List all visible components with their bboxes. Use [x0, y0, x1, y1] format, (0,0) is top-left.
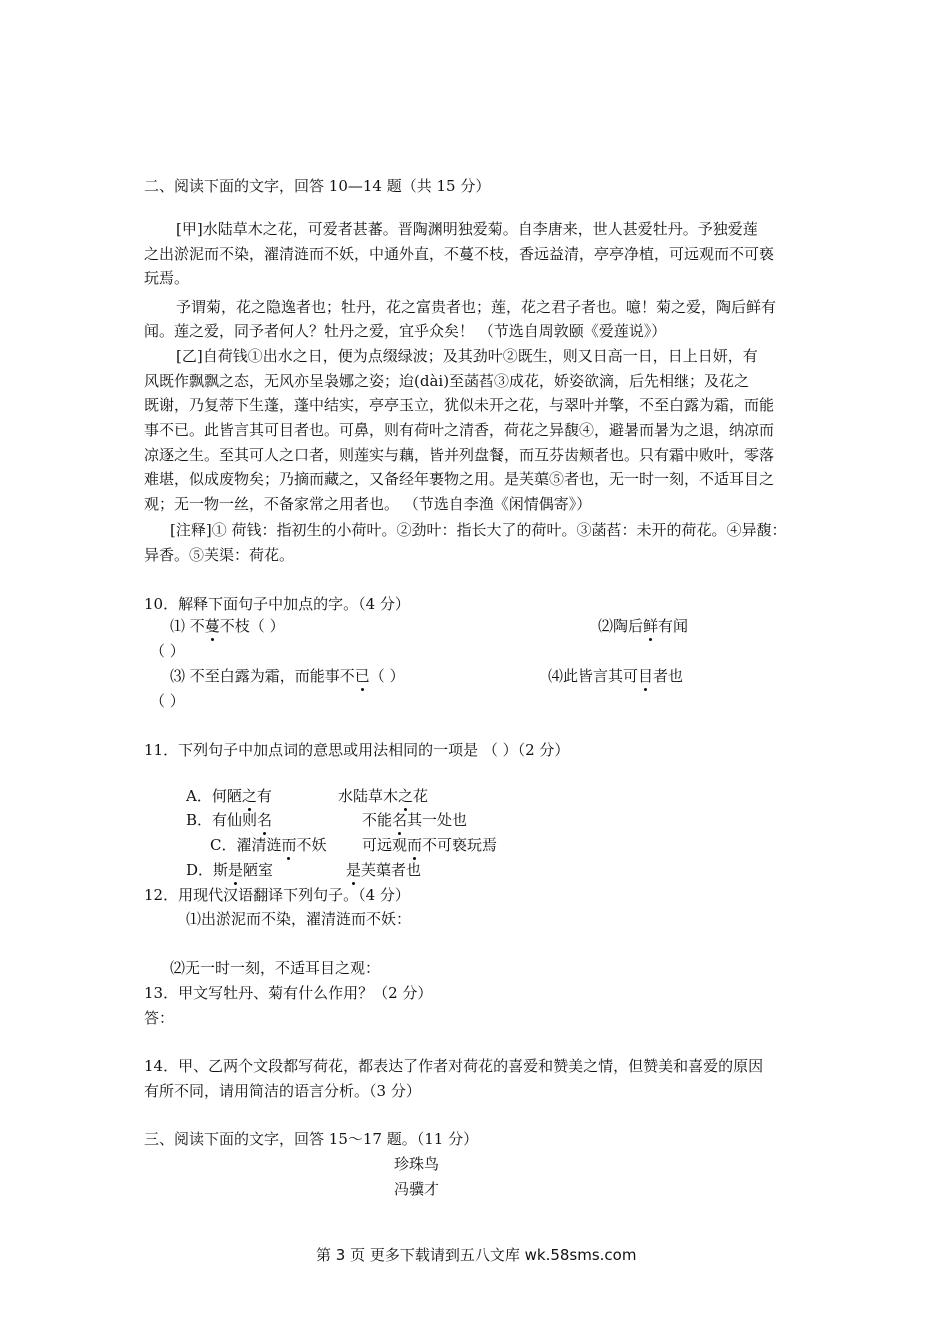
- answer-blank: （ ）: [150, 642, 185, 660]
- question-12-title: 12．用现代汉语翻译下列句子。（4 分）: [144, 886, 410, 904]
- question-10-item-4: ⑷此皆言其可目者也: [548, 667, 684, 685]
- option-c: C．濯清涟而不妖: [210, 836, 327, 854]
- passage-jia-line: 玩焉。: [144, 269, 190, 287]
- page-footer: 第 3 页 更多下载请到五八文库 wk.58sms.com: [316, 1246, 637, 1264]
- passage-jia-line: [甲]水陆草木之花，可爱者甚蕃。晋陶渊明独爱菊。自李唐来，世人甚爱牡丹。予独爱莲: [176, 220, 758, 238]
- answer-blank: （ ）: [150, 692, 185, 710]
- passage-yi-line: 难堪，似成废物矣；乃摘而藏之，又备经年裹物之用。是芙蕖⑤者也，无一时一刻，不适耳目之: [144, 470, 775, 488]
- passage-yi-line: [乙]自荷钱①出水之日，便为点缀绿波；及其劲叶②既生，则又日高一日，日上日妍，有: [176, 347, 758, 365]
- option-d: D．斯是陋室: [186, 861, 274, 879]
- question-14-line: 有所不同，请用简洁的语言分析。（3 分）: [144, 1082, 421, 1100]
- option-c-compare: 可远观而不可亵玩焉: [362, 836, 498, 854]
- option-b: B．有仙则名: [186, 811, 273, 829]
- option-b-compare: 不能名其一处也: [362, 811, 468, 829]
- annotation-line: 异香。⑤芙渠：荷花。: [144, 546, 295, 564]
- passage-yi-line: 事不已。此皆言其可目者也。可鼻，则有荷叶之清香，荷花之异馥④，避暑而暑为之退，纳凉而: [144, 421, 775, 439]
- section-heading: 二、阅读下面的文字，回答 10—14 题（共 15 分）: [144, 177, 491, 195]
- article-author: 冯骥才: [394, 1180, 440, 1198]
- option-d-compare: 是芙蕖者也: [346, 861, 422, 879]
- article-title: 珍珠鸟: [394, 1155, 440, 1173]
- section-heading: 三、阅读下面的文字，回答 15～17 题。（11 分）: [144, 1130, 479, 1148]
- annotation-line: [注释]① 荷钱：指初生的小荷叶。②劲叶：指长大了的荷叶。③菡萏：未开的荷花。④异馥：: [170, 521, 787, 539]
- passage-jia-line: 予谓菊，花之隐逸者也；牡丹，花之富贵者也；莲，花之君子者也。噫！菊之爱，陶后鲜有: [176, 298, 777, 316]
- question-12-sentence-2: ⑵无一时一刻，不适耳目之观：: [170, 959, 381, 977]
- question-10-item-1: ⑴ 不蔓不枝（ ）: [170, 617, 285, 635]
- question-10-item-2: ⑵陶后鲜有闻: [598, 617, 689, 635]
- question-11-title: 11．下列句子中加点词的意思或用法相同的一项是 （ ）（2 分）: [144, 741, 570, 759]
- passage-jia-line: 闻。莲之爱，同予者何人？牡丹之爱，宜乎众矣！ （节选自周敦颐《爱莲说》）: [144, 322, 667, 340]
- passage-yi-line: 凉逐之生。至其可人之口者，则莲实与藕，皆并列盘餐，而互芬齿颊者也。只有霜中败叶，零落: [144, 446, 775, 464]
- question-12-sentence-1: ⑴出淤泥而不染，濯清涟而不妖：: [186, 910, 412, 928]
- passage-yi-line: 风既作飘飘之态，无风亦呈袅娜之姿；迨(dài)至菡萏③成花，娇姿欲滴，后先相继；及花之: [144, 372, 750, 390]
- passage-yi-line: 既谢，乃复蒂下生蓬，蓬中结实，亭亭玉立，犹似未开之花，与翠叶并擎，不至白露为霜，而能: [144, 396, 775, 414]
- answer-label: 答：: [144, 1009, 175, 1027]
- option-a-compare: 水陆草木之花: [338, 787, 429, 805]
- question-14-line: 14．甲、乙两个文段都写荷花，都表达了作者对荷花的喜爱和赞美之情，但赞美和喜爱的原因: [144, 1057, 764, 1075]
- passage-yi-line: 观；无一物一丝，不备家常之用者也。 （节选自李渔《闲情偶寄》）: [144, 495, 592, 513]
- question-10-item-3: ⑶ 不至白露为霜，而能事不已（ ）: [170, 667, 405, 685]
- question-13-title: 13．甲文写牡丹、菊有什么作用？（2 分）: [144, 984, 433, 1002]
- question-10-title: 10．解释下面句子中加点的字。（4 分）: [144, 595, 410, 613]
- passage-jia-line: 之出淤泥而不染，濯清涟而不妖，中通外直，不蔓不枝，香远益清，亭亭净植，可远观而不可亵: [144, 245, 775, 263]
- option-a: A．何陋之有: [186, 787, 272, 805]
